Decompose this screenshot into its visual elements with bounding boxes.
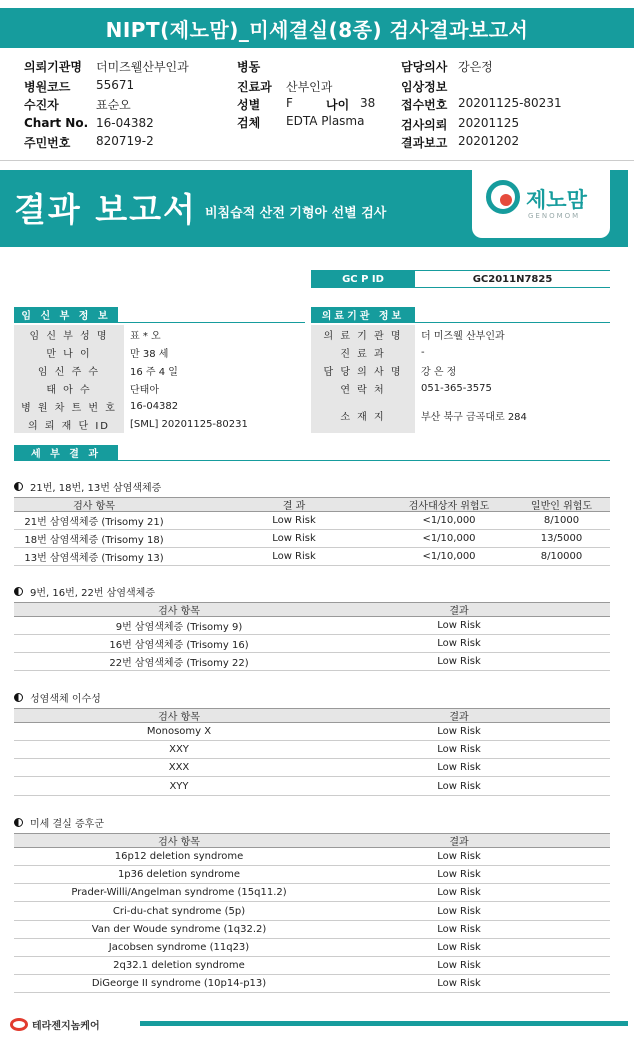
logo-text: 제노맘 [526, 188, 587, 212]
gcp-id-value: GC2011N7825 [415, 270, 610, 288]
table-cell: Low Risk [437, 851, 481, 862]
table-row [14, 741, 610, 759]
info-label: 담당의사 [401, 60, 448, 74]
info-value: 표순오 [96, 98, 131, 112]
table-row [14, 975, 610, 993]
table-cell: 8/1000 [543, 515, 580, 526]
hospital-info-value: - [421, 346, 425, 358]
patient-info-key: 태 아 수 [14, 379, 124, 397]
info-value: 55671 [96, 78, 135, 92]
table-header [14, 602, 610, 617]
info-label: 병원코드 [24, 80, 71, 94]
table-cell: Low Risk [437, 942, 481, 953]
table-row [14, 957, 610, 975]
info-label: 의뢰기관명 [24, 60, 82, 74]
table-cell: Low Risk [437, 887, 481, 899]
patient-info-row [14, 415, 305, 434]
table-row [14, 617, 610, 635]
table-row [14, 530, 610, 548]
table-cell: Low Risk [437, 869, 481, 881]
patient-info-key: 병 원 차 트 번 호 [14, 397, 124, 415]
table-cell: 16번 삼염색체증 (Trisomy 16) [109, 640, 249, 652]
table-cell: Jacobsen syndrome (11q23) [108, 942, 250, 953]
table-row [14, 548, 610, 566]
table-header-cell: 일반인 위험도 [530, 501, 593, 512]
group-title-text: 미세 결실 증후군 [30, 819, 104, 830]
table-cell: Low Risk [437, 726, 481, 737]
footer-bar [140, 1021, 628, 1026]
table-header-cell: 결 과 [282, 501, 306, 512]
divider [14, 460, 610, 461]
info-value: EDTA Plasma [286, 114, 365, 128]
table-row [14, 778, 610, 796]
table-cell: 13번 삼염색체증 (Trisomy 13) [24, 553, 164, 564]
info-label: 검사의뢰 [401, 118, 448, 132]
table-cell: <1/10,000 [422, 533, 476, 544]
info-label: 결과보고 [401, 136, 448, 150]
patient-info-value: [SML] 20201125-80231 [130, 418, 248, 430]
table-cell: Low Risk [272, 551, 316, 562]
table-cell: Prader-Willi/Angelman syndrome (15q11.2) [71, 887, 287, 899]
table-header-cell: 검사 항목 [158, 606, 200, 617]
patient-info-key: 의 뢰 재 단 ID [14, 415, 124, 433]
table-row [14, 512, 610, 530]
hospital-info-key: 진 료 과 [311, 343, 415, 361]
table-header-cell: 검사 항목 [158, 712, 200, 723]
info-value: 20201125-80231 [458, 96, 562, 110]
patient-info-row [14, 361, 305, 380]
result-group-title [14, 815, 104, 830]
info-value: 강은정 [458, 60, 493, 74]
table-header-cell: 검사대상자 위험도 [408, 501, 490, 512]
info-label: 검체 [237, 116, 261, 130]
table-cell: Low Risk [437, 656, 481, 668]
table-cell: Cri-du-chat syndrome (5p) [112, 905, 246, 917]
info-value: 820719-2 [96, 134, 154, 148]
table-cell: 9번 삼염색체증 (Trisomy 9) [115, 622, 243, 633]
table-cell: Low Risk [437, 905, 481, 917]
table-header-cell: 검사 항목 [73, 501, 115, 512]
table-cell: Low Risk [272, 533, 316, 544]
table-header [14, 708, 610, 723]
company-name: 테라젠지놈케어 [32, 1021, 100, 1032]
hospital-info-row [311, 325, 610, 344]
table-cell: 21번 삼염색체증 (Trisomy 21) [24, 517, 164, 528]
info-label: 진료과 [237, 80, 272, 94]
table-row [14, 635, 610, 653]
hospital-info-row [311, 361, 610, 380]
patient-info-row [14, 325, 305, 344]
hospital-info-value: 051-365-3575 [421, 382, 492, 394]
half-circle-icon [14, 818, 23, 827]
table-cell: 22번 삼염색체증 (Trisomy 22) [109, 658, 249, 670]
table-cell: Low Risk [437, 762, 481, 774]
info-label: 수진자 [24, 98, 59, 112]
patient-info-row [14, 343, 305, 362]
patient-info-value: 단태아 [130, 384, 159, 396]
info-label: 나이 [326, 98, 350, 112]
patient-info-value: 16-04382 [130, 400, 179, 412]
hospital-info-row [311, 397, 610, 434]
table-header-cell: 결과 [449, 837, 469, 848]
logo-icon [486, 180, 520, 214]
result-group-title [14, 584, 155, 599]
details-tag: 세 부 결 과 [14, 445, 118, 460]
hospital-info-key: 의 료 기 관 명 [311, 325, 415, 343]
table-cell: 2q32.1 deletion syndrome [113, 960, 245, 972]
table-cell: XYY [169, 780, 189, 792]
table-cell: Van der Woude syndrome (1q32.2) [91, 923, 267, 935]
banner-subtitle: 비침습적 산전 기형아 선별 검사 [205, 206, 387, 221]
patient-info-tag: 임 신 부 정 보 [14, 307, 118, 322]
table-cell: Low Risk [437, 923, 481, 935]
info-label: 성별 [237, 98, 261, 112]
group-title-text: 21번, 18번, 13번 삼염색체증 [30, 483, 162, 494]
table-cell: <1/10,000 [422, 515, 476, 526]
divider [14, 322, 305, 323]
table-cell: Low Risk [437, 620, 481, 631]
patient-info-row [14, 397, 305, 416]
banner-title: 결과 보고서 [14, 190, 197, 229]
table-row [14, 903, 610, 921]
hospital-info-value: 부산 북구 금곡대로 284 [421, 411, 527, 423]
result-group-title [14, 479, 161, 494]
hospital-info-key: 담 당 의 사 명 [311, 361, 415, 379]
table-row [14, 866, 610, 884]
table-row [14, 759, 610, 777]
info-value: 더미즈웰산부인과 [96, 60, 189, 74]
half-circle-icon [14, 587, 23, 596]
table-header-cell: 검사 항목 [158, 837, 200, 848]
table-cell: Low Risk [437, 960, 481, 972]
request-info [0, 54, 634, 158]
table-cell: DiGeorge II syndrome (10p14-p13) [91, 978, 267, 990]
table-cell: Low Risk [437, 780, 481, 792]
table-cell: 16p12 deletion syndrome [114, 851, 244, 862]
patient-info-value: 16 주 4 일 [130, 366, 178, 378]
hospital-info-tag: 의료기관 정보 [311, 307, 415, 322]
gcp-id-label: GC P ID [311, 270, 415, 288]
info-label: Chart No. [24, 116, 89, 130]
group-title-text: 9번, 16번, 22번 삼염색체증 [30, 588, 155, 599]
table-cell: Monosomy X [146, 726, 212, 737]
info-value: 20201202 [458, 134, 520, 148]
company-logo-icon [10, 1018, 28, 1031]
info-value: 20201125 [458, 116, 520, 130]
group-title-text: 성염색체 이수성 [30, 694, 101, 705]
info-label: 주민번호 [24, 136, 71, 150]
table-cell: 1p36 deletion syndrome [117, 869, 241, 881]
hospital-info-row [311, 343, 610, 362]
table-cell: Low Risk [437, 744, 481, 756]
result-banner [0, 170, 628, 247]
info-label: 병동 [237, 60, 261, 74]
patient-info-key: 임 신 주 수 [14, 361, 124, 379]
table-cell: 13/5000 [540, 533, 583, 544]
info-label: 임상정보 [401, 80, 448, 94]
logo-subtext: GENOMOM [528, 212, 581, 220]
table-row [14, 723, 610, 741]
table-row [14, 921, 610, 939]
hospital-info-key: 연 락 처 [311, 379, 415, 397]
table-cell: Low Risk [437, 978, 481, 990]
table-row [14, 884, 610, 902]
table-row [14, 939, 610, 957]
table-row [14, 848, 610, 866]
table-cell: XXY [169, 744, 189, 756]
hospital-info-row [311, 379, 610, 398]
half-circle-icon [14, 482, 23, 491]
info-value: F [286, 96, 293, 110]
table-header [14, 497, 610, 512]
table-header-cell: 결과 [449, 712, 469, 723]
result-group-title [14, 690, 101, 705]
table-cell: 8/10000 [540, 551, 583, 562]
info-value: 16-04382 [96, 116, 154, 130]
table-header [14, 833, 610, 848]
divider [0, 160, 634, 161]
genomom-logo [472, 170, 610, 238]
divider [311, 322, 610, 323]
info-value: 산부인과 [286, 80, 333, 94]
info-label: 접수번호 [401, 98, 448, 112]
patient-info-key: 임 신 부 성 명 [14, 325, 124, 343]
table-row [14, 653, 610, 671]
patient-info-row [14, 379, 305, 398]
table-cell: Low Risk [437, 638, 481, 650]
hospital-info-key: 소 재 지 [311, 397, 415, 433]
info-value: 38 [360, 96, 376, 110]
table-cell: XXX [168, 762, 190, 774]
patient-info-key: 만 나 이 [14, 343, 124, 361]
report-title: NIPT(제노맘)_미세결실(8종) 검사결과보고서 [0, 8, 634, 48]
table-cell: <1/10,000 [422, 551, 476, 562]
patient-info-value: 만 38 세 [130, 348, 169, 360]
patient-info-value: 표 * 오 [130, 330, 161, 342]
half-circle-icon [14, 693, 23, 702]
table-cell: Low Risk [272, 515, 316, 526]
hospital-info-value: 더 미즈웰 산부인과 [421, 330, 505, 342]
table-header-cell: 결과 [449, 606, 469, 617]
hospital-info-value: 강 은 정 [421, 366, 457, 378]
table-cell: 18번 삼염색체증 (Trisomy 18) [24, 535, 164, 546]
footer-logo [10, 1017, 100, 1032]
